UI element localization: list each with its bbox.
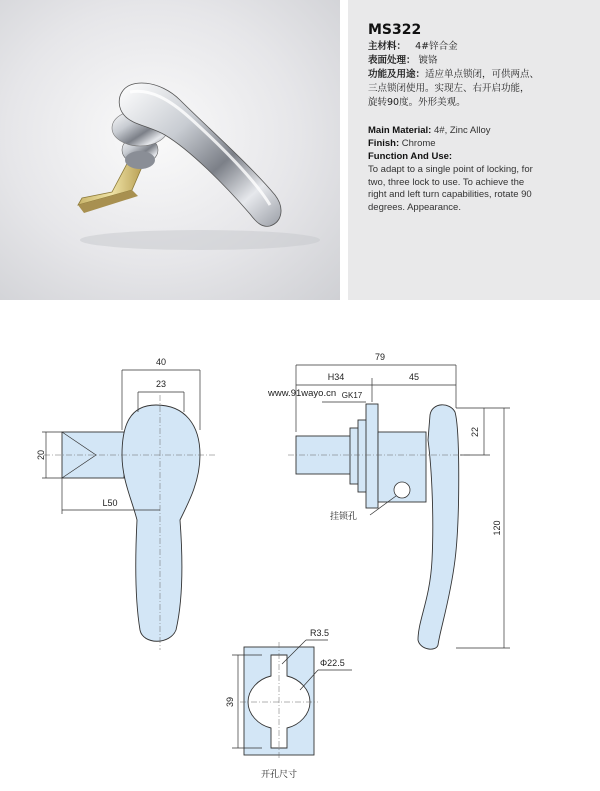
en-material-row — [368, 125, 588, 138]
dim-front-length: L50 — [102, 498, 118, 508]
dim-front-inner: 23 — [155, 379, 167, 389]
cn-spec-row — [368, 82, 530, 96]
dim-side-120: 120 — [492, 520, 502, 536]
lock-handle-illustration — [0, 0, 340, 300]
en-function-row — [368, 151, 588, 164]
dim-side-h: H34 — [327, 372, 345, 382]
cutout-view — [225, 628, 352, 780]
technical-drawing — [0, 300, 600, 791]
en-function-line: two, three lock to use. To achieve the — [368, 176, 525, 188]
dim-cutout-radius: R3.5 — [310, 628, 330, 638]
dim-side-gk: GK17 — [341, 391, 363, 400]
dim-side-22: 22 — [470, 426, 480, 438]
cn-spec-row — [368, 54, 438, 68]
en-material-value: 4#, Zinc Alloy — [434, 125, 491, 136]
front-handle — [122, 405, 200, 641]
side-flange — [366, 404, 378, 508]
cn-spec-value: 4#锌合金 — [415, 41, 458, 52]
watermark: www.91wayo.cn — [268, 388, 337, 399]
dim-front-shaft: 20 — [36, 449, 46, 461]
en-function-line: right and left turn capabilities, rotate 90 — [368, 189, 532, 201]
cn-spec-label: 表面处理： — [368, 55, 416, 66]
cn-spec-label: 主材料： — [368, 41, 407, 52]
cn-spec-row — [368, 96, 466, 110]
cn-spec-value: 三点锁闭使用。实现左、右开启功能， — [368, 83, 530, 94]
en-function-text — [368, 164, 588, 214]
en-finish-row — [368, 138, 588, 151]
en-function-line: To adapt to a single point of locking, for — [368, 164, 533, 175]
dim-cutout-height: 39 — [225, 696, 235, 708]
padlock-hole-label: 挂锁孔 — [330, 512, 358, 522]
en-finish-value: Chrome — [401, 138, 436, 149]
en-finish-label: Finish: — [368, 138, 400, 149]
padlock-hole — [394, 482, 410, 498]
front-view — [36, 357, 215, 650]
cutout-caption: 开孔尺寸 — [260, 770, 298, 780]
en-material-label: Main Material: — [368, 125, 432, 136]
spec-panel — [348, 0, 600, 300]
product-photo — [0, 0, 340, 300]
en-function-label: Function And Use: — [368, 151, 453, 162]
cn-spec-value: 镀铬 — [418, 55, 438, 66]
dim-side-total: 79 — [374, 352, 386, 362]
dim-cutout-diameter: Φ22.5 — [320, 658, 345, 668]
dim-side-45: 45 — [408, 372, 420, 382]
dim-front-width: 40 — [155, 357, 167, 367]
model-number: MS322 — [368, 22, 422, 38]
cn-spec-value: 旋转90度。外形美观。 — [368, 97, 466, 108]
en-function-line: degrees. Appearance. — [368, 201, 461, 213]
cn-spec-row — [368, 68, 539, 82]
cn-spec-value: 适应单点锁闭，可供两点、 — [425, 69, 540, 80]
cn-spec-row — [368, 40, 458, 54]
cn-spec-label: 功能及用途： — [368, 69, 426, 80]
